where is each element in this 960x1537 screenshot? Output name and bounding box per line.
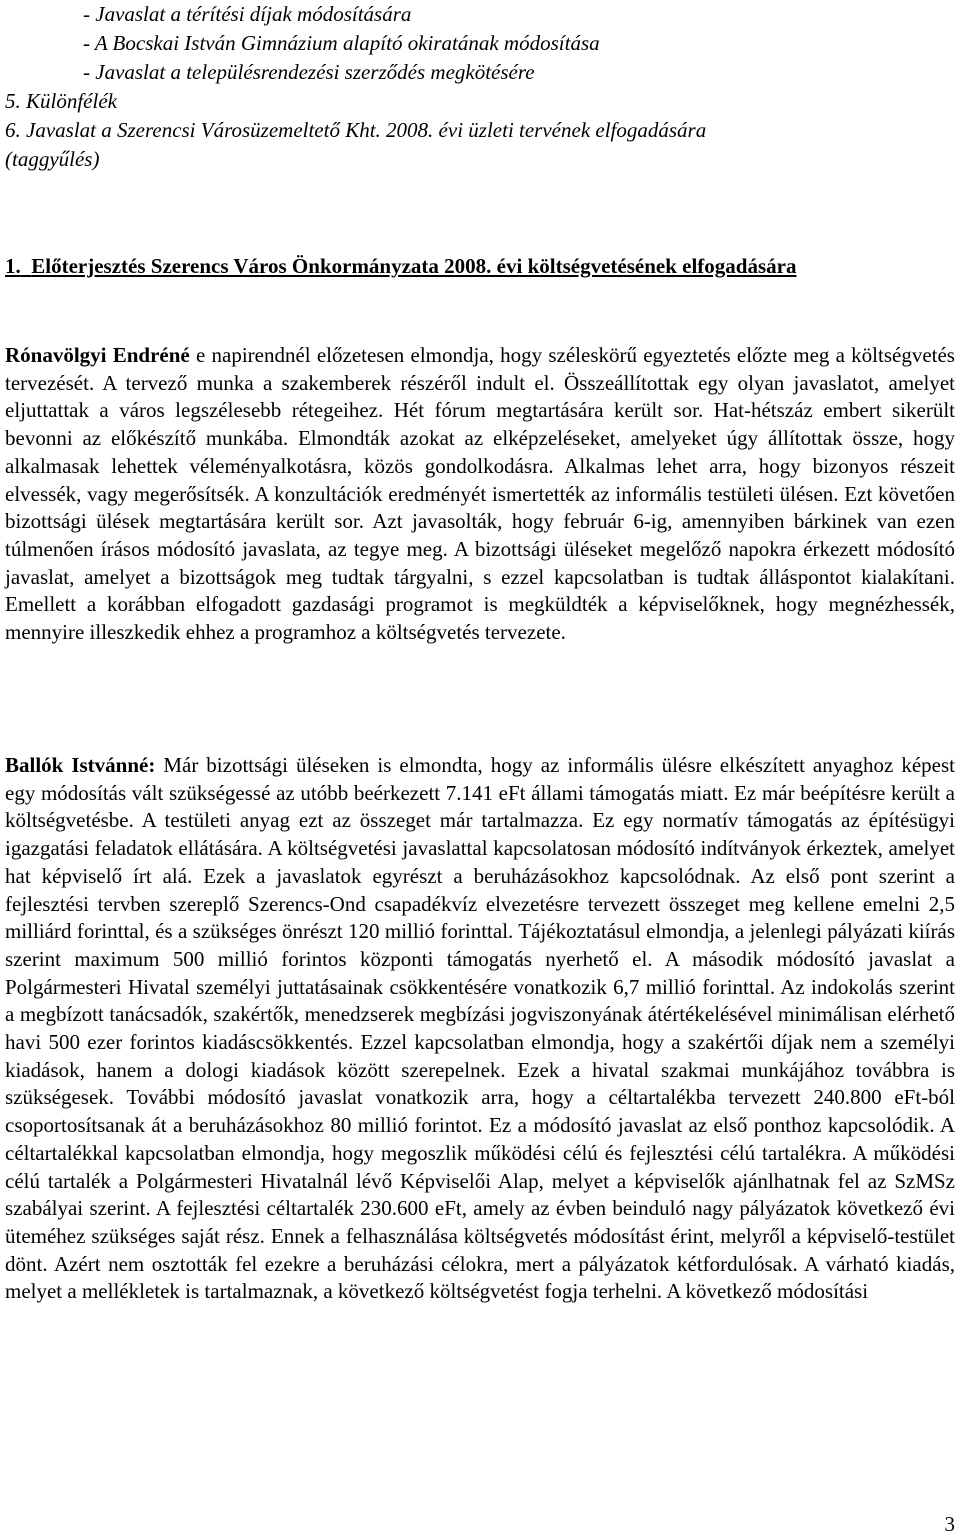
paragraph-text: Már bizottsági üléseken is elmondta, hogy az informális ülésre elkészített anyaghoz képest egy módosítás vált szükségessé az utóbb beérkezett 7.141 eFt állami támogatás miatt. Ez már beépítésre került a költségvetésbe. A testületi anyag ezt az összeget már tartalmazza. Ez egy normatív támogatás az építésügyi igazgatási feladatok ellátására. A költségvetési javaslattal kapcsolatosan módosító indítványok érkeztek, amelyet hat képviselő írt alá. Ezek a javaslatok egyrészt a beruházásokhoz kapcsolódnak. Az első pont szerint a fejlesztési tervben szereplő Szerencs-Ond csapadékvíz elvezetésre tervezett összeget meg kellene emelni 2,5 milliárd forinttal, és a szükséges önrészt 120 millió forinttal. Tájékoztatásul elmondja, a jelenlegi pályázati kiírás szerint maximum 500 millió forintos központi támogatás nyerhető el. A második módosító javaslat a Polgármesteri Hivatal személyi juttatásainak csökkentésére vonatkozik 6,7 millió forinttal. Az indokolás szerint a megbízott tanácsadók, szakértők, menedzserek megbízási jogviszonyának átértékelésével minimálisan elérhető havi 500 ezer forintos kiadáscsökkentés. Ezzel kapcsolatban elmondja, hogy a szakértői díjak nem a személyi kiadások, hanem a dologi kiadások között szerepelnek. Ezek a hivatal szakmai munkájához továbbra is szükségesek. További módosító javaslat vonatkozik arra, hogy a céltartalékba tervezett 240.800 eFt-ból csoportosítsanak át a beruházásokhoz 80 millió forintot. Ez a módosító javaslat az első ponthoz kapcsolódik. A céltartalékkal kapcsolatban elmondja, hogy megoszlik működési célú és fejlesztési célú tartalékra. A működési célú tartalék a Polgármesteri Hivatalnál lévő Képviselői Alap, melyet a képviselők ajánlhatnak fel az SzMSz szabályai szerint. A fejlesztési céltartalék 230.600 eFt, amely az évben beinduló nagy pályázatok következő évi üteméhez szükséges saját rész. Ennek a felhasználása költségvetés módosítást érint, melyről a képviselő-testület dönt. Azért nem osztották fel ezekre a beruházási célokra, mert a pályázatok kétfordulósak. A várható kiadás, melyet a mellékletek is tartalmaznak, a következő költségvetést fogja terhelni. A következő módosítási bbox=[5, 753, 955, 1304]
paragraph bbox=[5, 752, 955, 1306]
agenda-item: - A Bocskai István Gimnázium alapító okiratának módosítása bbox=[83, 31, 600, 55]
section-number: 1. bbox=[5, 254, 21, 278]
speaker-name: Ballók Istvánné: bbox=[5, 753, 156, 777]
page-number: 3 bbox=[944, 1512, 955, 1536]
section-heading bbox=[5, 252, 955, 282]
paragraph bbox=[5, 342, 955, 647]
agenda-item: (taggyűlés) bbox=[5, 147, 100, 171]
paragraph-text: e napirendnél előzetesen elmondja, hogy széleskörű egyeztetés előzte meg a költségvetés tervezését. A tervező munka a szakemberek részéről indult el. Összeállítottak egy olyan javaslatot, amelyet eljuttattak a város legszélesebb rétegeihez. Hét fórum megtartására került sor. Hat-hétszáz embert sikerült bevonni az előkészítő munkába. Elmondták azokat az elképzeléseket, amelyeket úgy állítottak össze, hogy alkalmasak lehettek véleményalkotásra, közös gondolkodásra. Alkalmas lehet arra, hogy bizonyos részeit elvessék, vagy megerősítsék. A konzultációk eredményét ismertették az informális testületi ülésen. Ezt követően bizottsági ülések megtartására került sor. Azt javasolták, hogy február 6-ig, amennyiben bárkinek van ezen túlmenően írásos módosító javaslata, az tegye meg. A bizottsági üléseket megelőző napokra érkezett módosító javaslat, amelyet a bizottságok meg tudtak tárgyalni, s ezzel kapcsolatban is tudtak álláspontot kialakítani. Emellett a korábban elfogadott gazdasági programot is megküldték a képviselőknek, hogy megnézhessék, mennyire illeszkedik ehhez a programhoz a költségvetés tervezete. bbox=[5, 343, 955, 645]
agenda-item: 6. Javaslat a Szerencsi Városüzemeltető Kht. 2008. évi üzleti tervének elfogadására bbox=[5, 118, 707, 142]
document-page bbox=[5, 0, 955, 1304]
section-title: Előterjesztés Szerencs Város Önkormányzata 2008. évi költségvetésének elfogadására bbox=[31, 254, 797, 278]
agenda-item: - Javaslat a településrendezési szerződés megkötésére bbox=[83, 60, 535, 84]
agenda-item: 5. Különfélék bbox=[5, 89, 117, 113]
agenda-item: - Javaslat a térítési díjak módosítására bbox=[83, 2, 412, 26]
agenda-list bbox=[5, 0, 955, 174]
speaker-name: Rónavölgyi Endréné bbox=[5, 343, 190, 367]
